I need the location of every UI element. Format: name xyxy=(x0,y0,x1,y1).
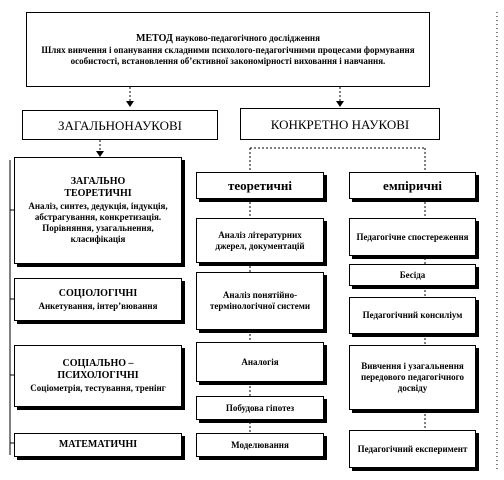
general-item-theoretical xyxy=(14,157,182,264)
general-item-text: Аналіз, синтез, дедукція, індукція, абстрагування, конкретизація. Порівняння, узагальнення, класифікація xyxy=(28,201,168,244)
general-item-title: ЗАГАЛЬНО ТЕОРЕТИЧНІ xyxy=(64,176,132,199)
empirical-item-label: Педагогічний консиліум xyxy=(362,310,463,320)
empirical-item-label: Педагогічний експеримент xyxy=(357,443,468,454)
method-label-rest: науково-педагогічного дослідження xyxy=(175,33,320,43)
general-item-title: МАТЕМАТИЧНІ xyxy=(58,439,138,450)
theoretical-item-label: Аналогія xyxy=(241,356,279,367)
method-label: МЕТОД xyxy=(136,33,173,44)
empirical-item xyxy=(349,264,476,286)
empirical-item xyxy=(349,430,476,468)
category-specific xyxy=(240,108,440,140)
theoretical-item xyxy=(196,218,324,263)
general-item-mathematical xyxy=(14,433,182,457)
theoretical-item-label: Аналіз літературних джерел, документацій xyxy=(215,229,305,251)
theoretical-item-label: Аналіз понятійно-термінологічної системи xyxy=(209,290,311,311)
theoretical-item-label: Моделювання xyxy=(231,439,289,450)
general-item-text: Соціометрія, тестування, тренінг xyxy=(30,383,166,393)
category-general xyxy=(22,110,218,140)
theoretical-item xyxy=(196,433,324,457)
empirical-item-label: Вивчення і узагальнення передового педагогічного досвіду xyxy=(361,361,464,393)
general-item-social-psychological xyxy=(14,345,182,407)
empirical-item xyxy=(349,297,476,334)
theoretical-item xyxy=(196,396,324,420)
method-definition-box xyxy=(26,12,430,87)
general-item-text: Анкетування, інтер’вювання xyxy=(38,300,158,311)
method-heading xyxy=(136,32,320,45)
theoretical-item xyxy=(196,342,324,382)
empirical-item xyxy=(349,345,476,410)
empirical-item-label: Педагогічне спостереження xyxy=(356,231,469,242)
group-theoretical xyxy=(196,172,324,199)
category-specific-label: КОНКРЕТНО НАУКОВІ xyxy=(270,116,410,132)
empirical-item-label: Бесіда xyxy=(399,269,426,280)
theoretical-item xyxy=(196,272,324,330)
category-general-label: ЗАГАЛЬНОНАУКОВІ xyxy=(57,117,183,133)
general-item-title: СОЦІАЛЬНО – ПСИХОЛОГІЧНІ xyxy=(57,358,139,381)
group-theoretical-label: теоретичні xyxy=(228,178,292,193)
general-item-title: СОЦІОЛОГІЧНІ xyxy=(58,287,138,299)
group-empirical xyxy=(349,172,476,199)
empirical-item xyxy=(349,218,476,256)
method-definition: Шлях вивчення і опанування складними психолого-педагогічними процесами формування особистості, встановлення об’єктивної закономірності виховання і навчання. xyxy=(41,45,415,66)
general-item-sociological xyxy=(14,278,182,321)
theoretical-item-label: Побудова гіпотез xyxy=(225,402,295,413)
group-empirical-label: емпіричні xyxy=(383,178,442,193)
